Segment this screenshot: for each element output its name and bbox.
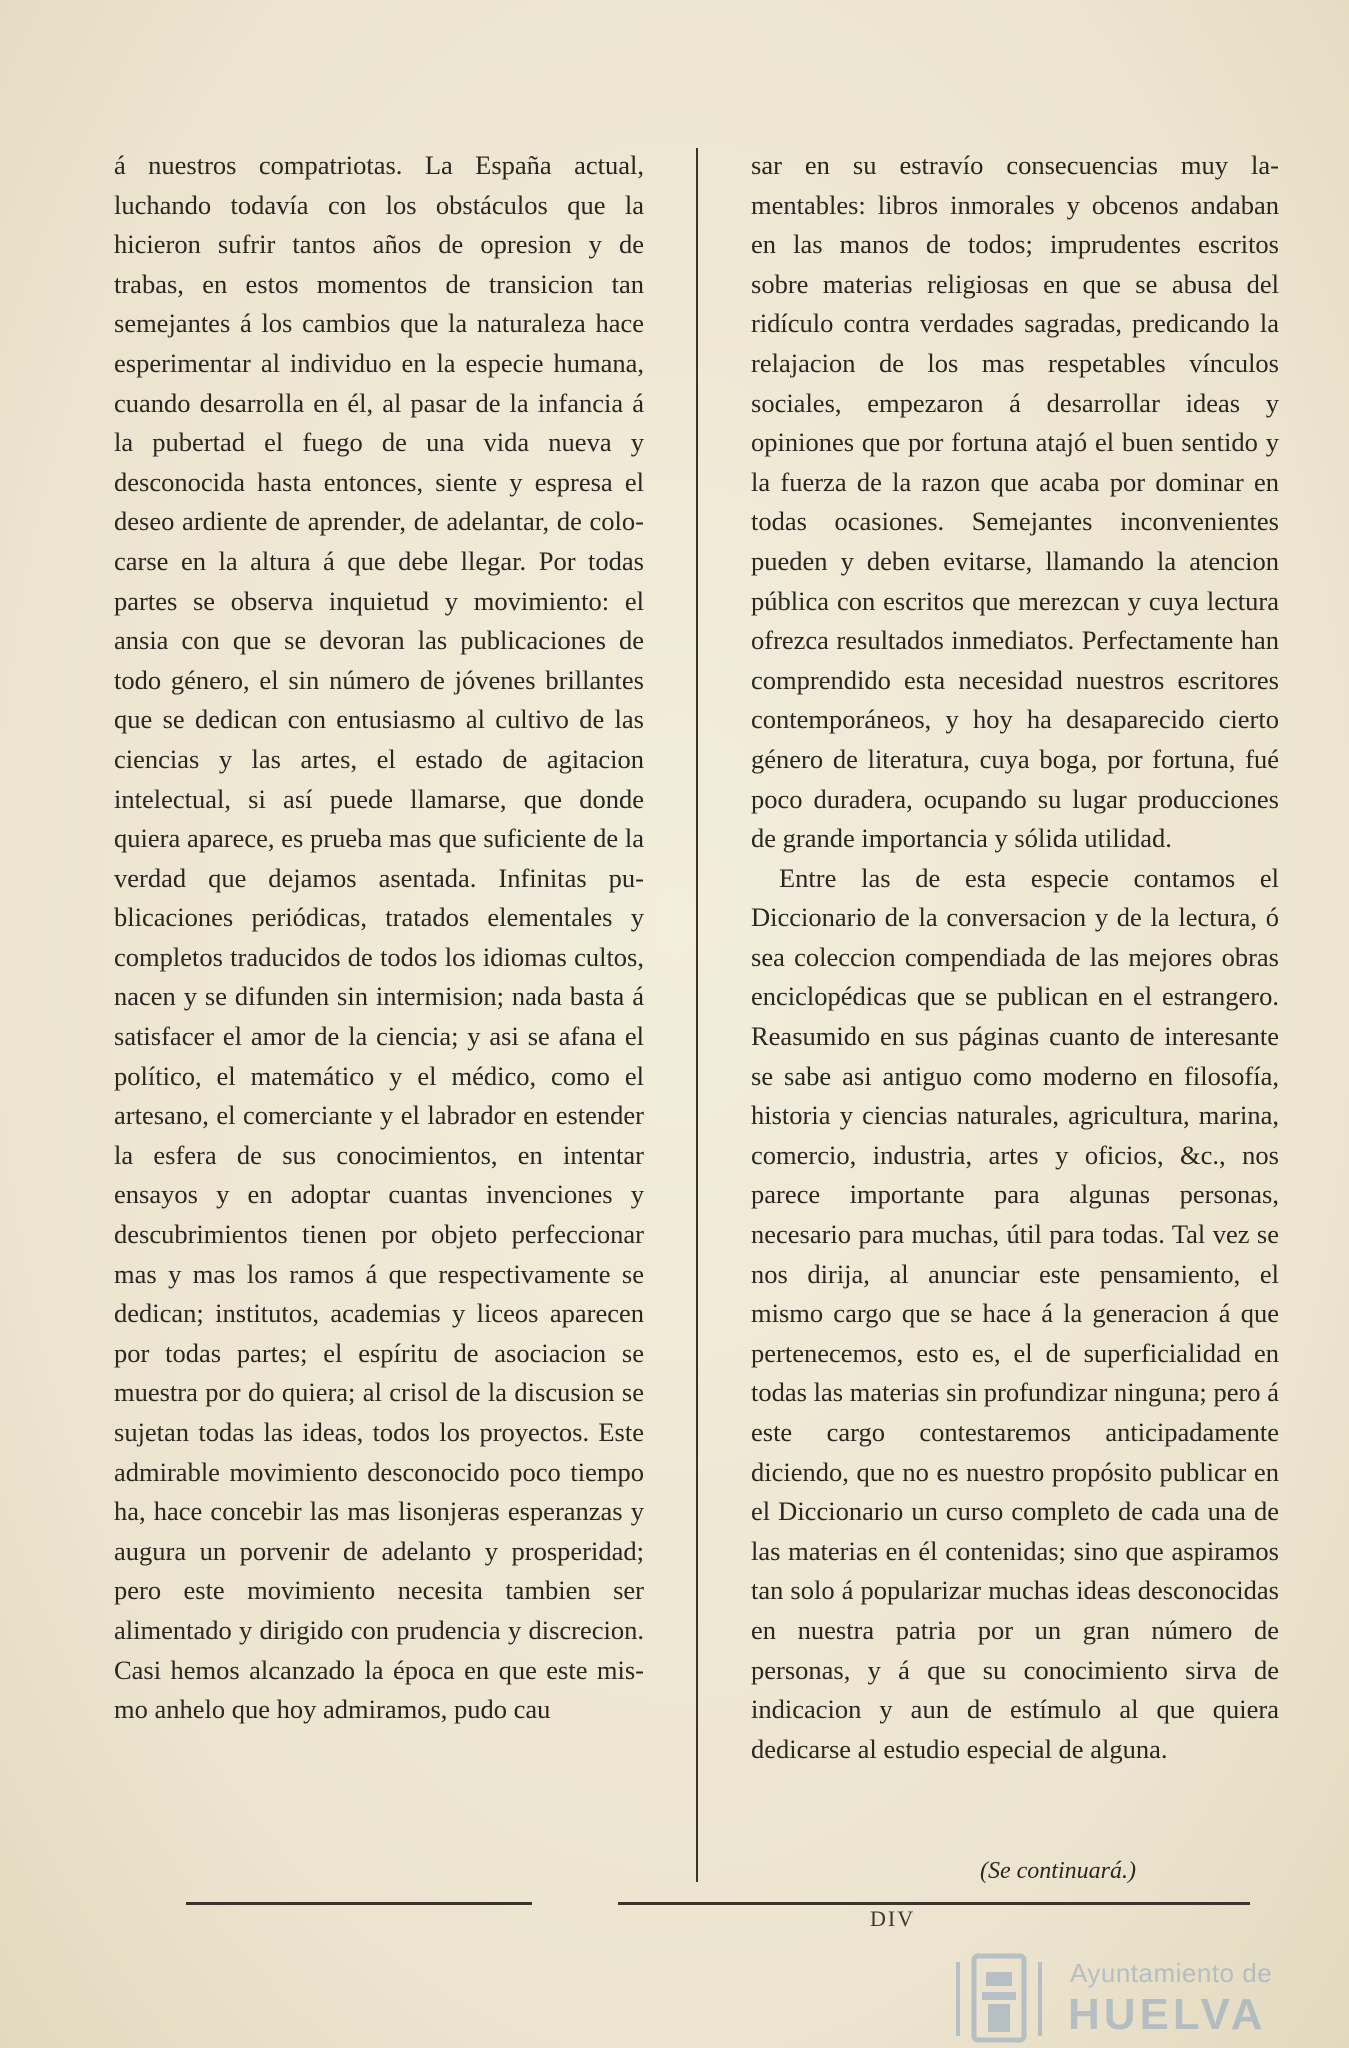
right-column: [751, 146, 1279, 1769]
column-divider: [696, 148, 698, 1882]
footer-signature-mark: DIV: [870, 1906, 916, 1931]
watermark-line-2: HUELVA: [1068, 1990, 1267, 2039]
right-paragraph-1: sar en su estravío consecuencias muy lamentables: libros inmorales y obcenos andaban en las manos de todos; imprudentes escritos sobre materias religiosas en que se abusa del ridículo contra verdades sagradas, predicando la relajacion de los mas respetables vínculos sociales, empezaron á desarrollar ideas y opiniones que por fortuna atajó el buen sentido y la fuerza de la razon que acaba por dominar en todas ocasiones. Semejantes inconvenientes pueden y deben evitarse, llamando la atencion pública con escritos que merezcan y cuya lectura ofrezca resultados inmediatos. Perfectamente han comprendido esta necesidad nuestros escritores contemporáneos, y hoy ha desaparecido cierto género de literatura, cuya boga, por fortuna, fué poco duradera, ocupando su lugar producciones de grande importancia y sólida utilidad.: [751, 150, 1279, 854]
watermark-line-1: Ayuntamiento de: [1070, 1958, 1273, 1988]
coat-of-arms-icon: [944, 1952, 1054, 2044]
right-paragraph-2: Entre las de esta especie contamos el Diccionario de la conversacion y de la lectura, ó sea coleccion compendiada de las mejores obras enciclopédicas que se publican en el estrangero. Reasumido en sus páginas cuanto de interesante se sabe asi antiguo como moderno en filosofía, historia y ciencias naturales, agricultura, marina, comercio, industria, artes y oficios, &c., nos parece importante para algunas personas, necesario para muchas, útil para todas. Tal vez se nos dirija, al anunciar este pensamiento, el mismo cargo que se hace á la generacion á que pertenecemos, esto es, el de superficialidad en todas las materias sin profundizar ninguna; pero á este cargo contestaremos anticipadamente diciendo, que no es nuestro propósito publicar en el Diccionario un curso completo de cada una de las materias en él contenidas; sino que aspiramos tan solo á popularizar muchas ideas desconocidas en nuestra patria por un gran número de personas, y á que su conocimiento sirva de indicacion y aun de estímulo al que quiera dedicarse al estudio especial de alguna.: [751, 862, 1279, 1764]
footer-rule-right: [618, 1902, 1250, 1905]
footer-rule-left: [186, 1902, 532, 1905]
left-paragraph-1: á nuestros compatriotas. La España actual, luchando todavía con los obstáculos que la hicieron sufrir tantos años de opresion y de trabas, en estos momentos de transicion tan semejantes á los cambios que la naturaleza hace esperimentar al individuo en la especie humana, cuando desarrolla en él, al pasar de la infancia á la pubertad el fuego de una vida nueva y desconocida hasta entonces, siente y espresa el deseo ardiente de aprender, de adelantar, de colocarse en la altura á que debe llegar. Por todas partes se observa inquietud y movimiento: el ansia con que se devoran las publicaciones de todo género, el sin número de jóvenes brillantes que se dedican con entusiasmo al cultivo de las ciencias y las artes, el estado de agitacion intelectual, si así puede llamarse, que donde quiera aparece, es prueba mas que suficiente de la verdad que dejamos asentada. Infinitas publicaciones periódicas, tratados elementales y completos traducidos de todos los idiomas cultos, nacen y se difunden sin intermision; nada basta á satisfacer el amor de la ciencia; y asi se afana el político, el matemático y el médico, como el artesano, el comerciante y el labrador en estender la esfera de sus conocimientos, en intentar ensayos y en adoptar cuantas invenciones y descubrimientos tienen por objeto perfeccionar mas y mas los ramos á que respectivamente se dedican; institutos, academias y liceos aparecen por todas partes; el espíritu de asociacion se muestra por do quiera; al crisol de la discusion se sujetan todas las ideas, todos los proyectos. Este admirable movimiento desconocido poco tiempo ha, hace concebir las mas lisonjeras esperanzas y augura un porvenir de adelanto y prosperidad; pero este movimiento necesita tambien ser alimentado y dirigido con prudencia y discrecion. Casi hemos alcanzado la época en que este mismo anhelo que hoy admiramos, pudo cau: [114, 150, 644, 1725]
ayuntamiento-watermark: [944, 1952, 1274, 2044]
left-column: [114, 146, 644, 1730]
continuation-note: (Se continuará.): [980, 1858, 1136, 1884]
